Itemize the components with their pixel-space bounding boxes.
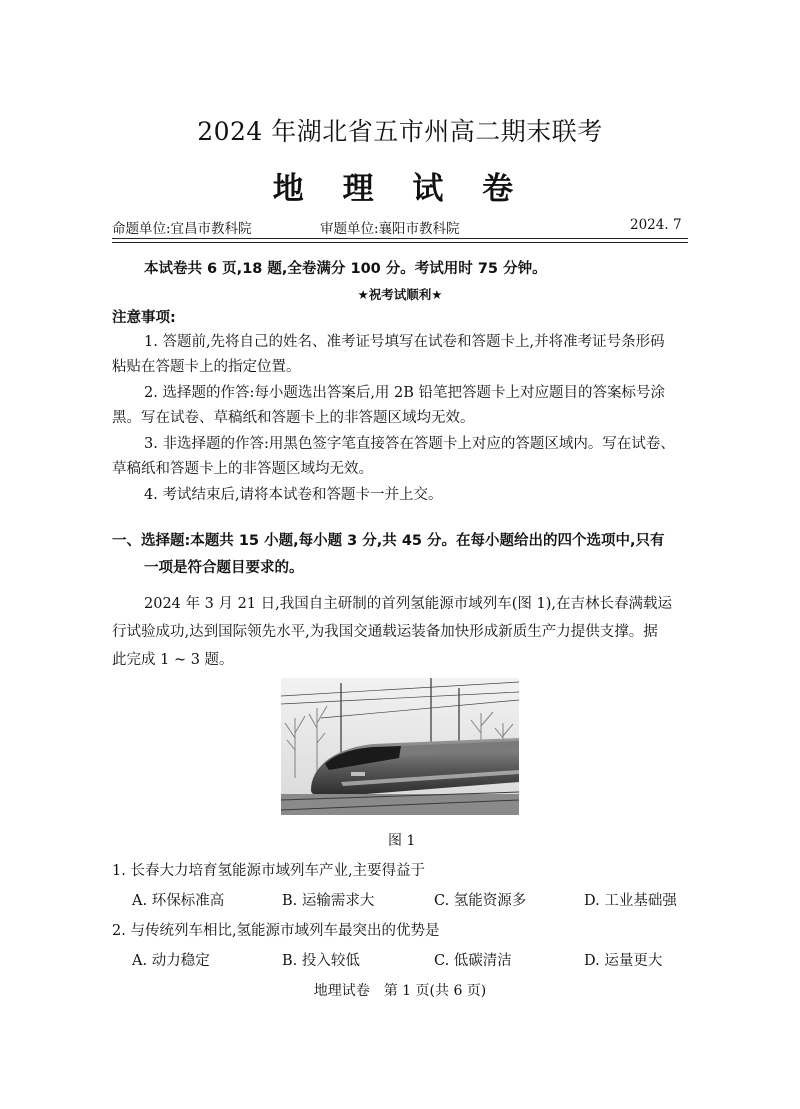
question-1-option-a: A. 环保标准高: [132, 893, 225, 909]
reviewer-unit: 审题单位:襄阳市教科院: [320, 221, 460, 237]
note-item-3-line2: 草稿纸和答题卡上的非答题区域均无效。: [112, 461, 373, 477]
header-rule-bottom: [112, 242, 688, 243]
note-item-1-line1: 1. 答题前,先将自己的姓名、准考证号填写在试卷和答题卡上,并将准考证号条形码: [144, 334, 665, 350]
passage-line3: 此完成 1 ~ 3 题。: [112, 652, 234, 668]
exam-title: 2024 年湖北省五市州高二期末联考: [197, 117, 603, 146]
question-1-option-b: B. 运输需求大: [282, 893, 375, 909]
subject-title: 地 理 试 卷: [272, 171, 528, 207]
exam-blessing: ★祝考试顺利★: [357, 287, 443, 302]
question-1-stem: 1. 长春大力培育氢能源市域列车产业,主要得益于: [112, 863, 426, 879]
question-2-option-d: D. 运量更大: [584, 953, 663, 969]
note-item-2-line1: 2. 选择题的作答:每小题选出答案后,用 2B 铅笔把答题卡上对应题目的答案标号涂: [144, 385, 666, 401]
page-footer: 地理试卷 第 1 页(共 6 页): [313, 983, 487, 999]
note-item-2-line2: 黑。写在试卷、草稿纸和答题卡上的非答题区域均无效。: [112, 410, 475, 426]
note-item-4-line1: 4. 考试结束后,请将本试卷和答题卡一并上交。: [144, 487, 443, 503]
question-2-option-a: A. 动力稳定: [132, 953, 210, 969]
question-2-option-c: C. 低碳清洁: [434, 953, 512, 969]
header-rule-top: [112, 238, 688, 239]
passage-line2: 行试验成功,达到国际领先水平,为我国交通载运装备加快形成新质生产力提供支撑。据: [112, 624, 658, 640]
exam-summary: 本试卷共 6 页,18 题,全卷满分 100 分。考试用时 75 分钟。: [144, 261, 547, 277]
question-1-option-c: C. 氢能资源多: [434, 893, 527, 909]
section-heading-line2: 一项是符合题目要求的。: [144, 560, 304, 576]
note-item-3-line1: 3. 非选择题的作答:用黑色签字笔直接答在答题卡上对应的答题区域内。写在试卷、: [144, 436, 675, 452]
passage-line1: 2024 年 3 月 21 日,我国自主研制的首列氢能源市域列车(图 1),在吉林长春满载运: [144, 596, 672, 612]
figure-train-photo: [281, 678, 519, 815]
section-heading-line1: 一、选择题:本题共 15 小题,每小题 3 分,共 45 分。在每小题给出的四个选项中,只有: [112, 533, 665, 549]
setter-unit: 命题单位:宜昌市教科院: [112, 221, 252, 237]
question-2-option-b: B. 投入较低: [282, 953, 360, 969]
figure-caption: 图 1: [388, 833, 416, 849]
question-2-stem: 2. 与传统列车相比,氢能源市域列车最突出的优势是: [112, 923, 440, 939]
notes-heading: 注意事项:: [112, 310, 176, 326]
exam-date: 2024. 7: [630, 217, 682, 233]
question-1-option-d: D. 工业基础强: [584, 893, 677, 909]
note-item-1-line2: 粘贴在答题卡上的指定位置。: [112, 359, 301, 375]
